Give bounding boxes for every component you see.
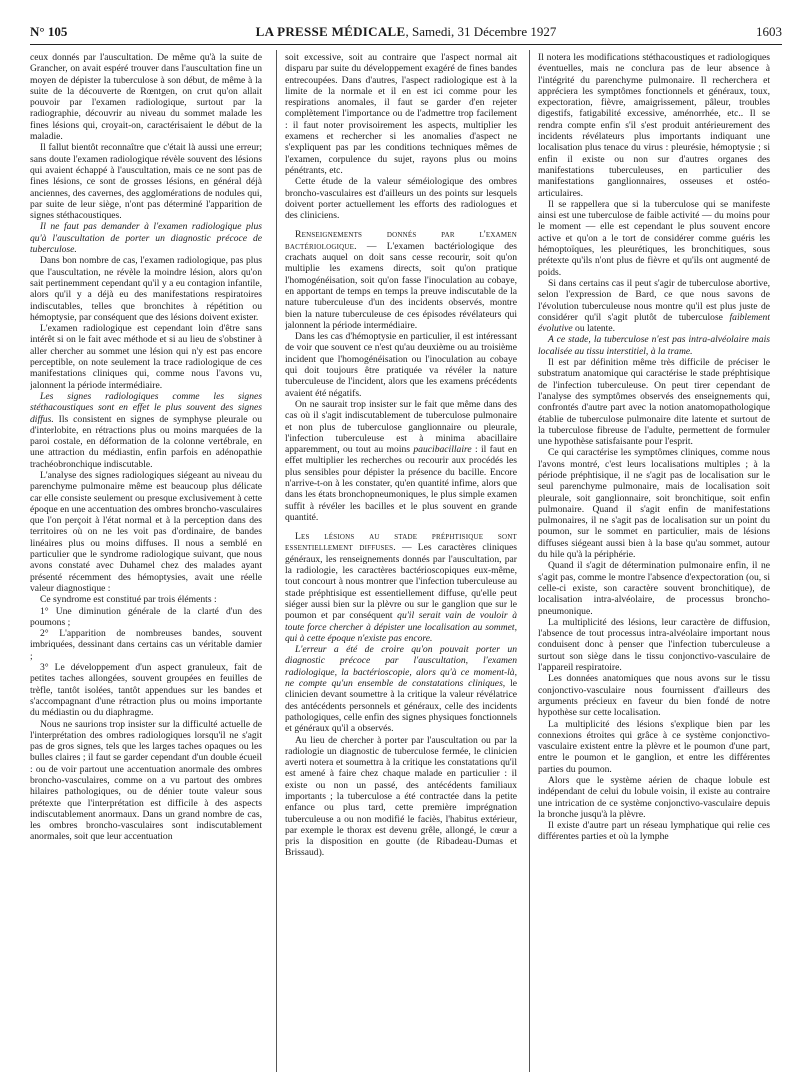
issue-number: N° 105 [30, 24, 68, 39]
page-number: 1603 [756, 24, 782, 39]
text-run: : il faut en effet multiplier les recherches ou recourir aux procédés les plus sensibles pour dépister la présence du bacille. Encore n'arrive-t-on à les constater, qu'en quantité infime, alors que dans les états bronchopneumoniques, le plus simple examen suffit à révéler les bacilles et le plus souvent en grande quantité. [285, 444, 517, 523]
paragraph: Dans bon nombre de cas, l'examen radiologique, pas plus que l'auscultation, ne révèle la moindre lésion, alors qu'on sait pertinemment cependant qu'il y a eu contagion infantile, alors qu'il y a déjà eu des manifestations respiratoires indiscutables, telles que bronchites à répétition ou hémoptysie, par conséquent que des lésions doivent exister. [30, 255, 262, 323]
emphasis: paucibacillaire [413, 444, 472, 456]
issue-date: , Samedi, 31 Décembre 1927 [405, 24, 557, 39]
paragraph [538, 278, 770, 334]
text-run: On ne saurait trop insister sur le fait que même dans des cas où il s'agit indiscutablement de tuberculose pulmonaire et non plus de tuberculose ganglionnaire ou pleurale, l'infection tuberculeuse est à minima abacillaire apparemment, ou tout au moins [285, 398, 517, 456]
list-item: 3° Le développement d'un aspect granuleux, fait de petites taches allongées, souvent groupées en feuilles de trèfle, tantôt isolées, tantôt appendues sur les bandes et s'accompagnant d'une rétraction plus ou moins importante du médiastin ou du diaphragme. [30, 662, 262, 719]
paragraph: Quand il s'agit de détermination pulmonaire enfin, il ne s'agit pas, comme le montre l'absence d'expectoration (ou, si celle-ci existe, son caractère souvent bronchitique), de localisation intra-alvéolaire, de processus broncho-pneumonique. [538, 560, 770, 617]
emphasis: faiblement évolutive [538, 311, 770, 335]
paragraph: Dans les cas d'hémoptysie en particulier, il est intéressant de voir que souvent ce n'est qu'au deuxième ou au troisième incident que l'homogénéisation ou l'inoculation au cobaye qui doit toujours être pratiquée va révéler la nature tuberculeuse de l'incident, alors que les examens précédents avaient été négatifs. [285, 331, 517, 399]
paragraph: Ce qui caractérise les symptômes cliniques, comme nous l'avons montré, c'est leurs localisations multiples ; à la période préphtisique, il ne s'agit pas de localisation sur le seul parenchyme pulmonaire, mais de localisation soit pleurale, soit ganglionnaire, soit bronchitique, soit enfin pulmonaire. Quand il s'agit enfin de manifestations pulmonaires, il ne s'agit pas de localisation sur un point du poumon, sur le sommet en particulier, mais de lésions diffuses siégeant aussi bien à la base qu'au sommet, autour du hile qu'à la périphérie. [538, 447, 770, 561]
text-run: ou latente. [572, 323, 615, 335]
text-run: le clinicien devant soumettre à la critique la valeur révélatrice des antécédents personnels et généraux, celle des incidents pathologiques, celle enfin des signes physiques fonctionnels et généraux qu'il a observés. [285, 678, 517, 735]
paragraph: Alors que le système aérien de chaque lobule est indépendant de celui du lobule voisin, il existe au contraire une intrication de ce système conjonctivo-vasculaire depuis la bronche jusqu'à la plèvre. [538, 775, 770, 820]
paragraph: Il fallut bientôt reconnaître que c'était là aussi une erreur; sans doute l'examen radiologique révèle souvent des lésions qui avaient échappé à l'auscultation, mais ce ne sont pas de fines lésions, ce sont de grosses lésions, en général déjà anciennes, des cavernes, des agglomérations de nodules qui, par suite de leur siège, n'ont pas déterminé l'apparition de signes stéthacoustiques. [30, 142, 262, 222]
page-header [30, 24, 782, 46]
emphasis: qu'il serait vain de vouloir à toute force chercher à dépister une localisation au sommet, qui à cette époque n'existe pas encore. [285, 610, 517, 644]
paragraph: Nous ne saurions trop insister sur la difficulté actuelle de l'interprétation des ombres radiologiques lorsqu'il ne s'agit pas de gros signes, tels que les larges taches opaques ou les bulles claires ; il faut se garder cependant d'un double écueil : ou de voir partout une accentuation anormale des ombres broncho-vasculaires, comme on a vu partout des ombres hilaires pathologiques, ou de dénier toute valeur sous prétexte que l'interprétation est difficile à des aspects indiscutablement anormaux. Dans un grand nombre de cas, les ombres broncho-vasculaires sont indiscutablement anormales, soit que leur accentuation [30, 718, 262, 843]
section-heading: Les lésions au stade préphtisique sont essentiellement diffuses. [285, 531, 517, 554]
emphasis: L'erreur a été de croire qu'on pouvait porter un diagnostic précoce par l'auscultation, l'examen radiologique, la bactérioscopie, alors qu'à ce moment-là, ne compte qu'un ensemble de constatations cliniques, [285, 644, 517, 690]
paragraph [285, 644, 517, 734]
paragraph: Les données anatomiques que nous avons sur le tissu conjonctivo-vasculaire nous fournissent d'ailleurs des arguments précieux en faveur du bien fondé de notre hypothèse sur cette localisation. [538, 673, 770, 719]
list-item: 1° Une diminution générale de la clarté d'un des poumons ; [30, 605, 262, 628]
text-run: Si dans certains cas il peut s'agir de tuberculose abortive, selon l'expression de Bard, ce que nous savons de l'évolution tuberculeuse nous montre qu'il est plus juste de considérer qu'il s'agit plutôt de tuberculose [538, 277, 770, 323]
section-paragraph [285, 531, 517, 644]
paragraph: L'analyse des signes radiologiques siégeant au niveau du parenchyme pulmonaire même est beaucoup plus délicate car elle consiste seulement ou presque exclusivement à cette époque en une accentuation des ombres broncho-vasculaires que l'on perçoit à l'état normal et à la perception dans des territoires où on ne les voit pas d'ordinaire, de bandes linéaires plus ou moins diffuses. Il nous a semblé en particulier que le syndrome radiologique suivant, que nous avons constaté avec Duhamel chez des malades ayant présenté récemment des hémoptysies, avait une réelle valeur diagnostique : [30, 469, 262, 594]
italic-statement: Il ne faut pas demander à l'examen radiologique plus qu'à l'auscultation de porter un diagnostic précoce de tuberculose. [30, 221, 262, 256]
column-divider [529, 50, 530, 1072]
paragraph: Au lieu de chercher à porter par l'auscultation ou par la radiologie un diagnostic de tuberculose fermée, le clinicien averti notera et soumettra à la critique les constatations qu'il est amené à faire chez chaque malade en particulier : il existe ou non un passé, des antécédents familiaux importants ; la tuberculose a été contractée dans la petite enfance ou plus tard, cette première imprégnation tuberculeuse a ou non modifié le faciès, l'habitus extérieur, par exemple le thorax est devenu grêle, allongé, le cœur a pris la disposition en goutte (de Ribadeau-Dumas et Brissaud). [285, 734, 517, 859]
paragraph: Il est par définition même très difficile de préciser le substratum anatomique qui caractérise le stade préphtisique de l'infection tuberculeuse. On peut tirer cependant de l'analyse des symptômes observés des enseignements qui, confrontés d'autre part avec la notion anatomopathologique établie de tuberculose pulmonaire dite latente et surtout de la tuberculose fibreuse de l'adulte, permettent de formuler une hypothèse satisfaisante pour l'esprit. [538, 357, 770, 448]
paragraph [285, 399, 517, 523]
column-left [30, 52, 262, 1072]
column-divider [276, 50, 277, 1072]
paragraph: Il existe d'autre part un réseau lymphatique qui relie ces différentes parties et où la lymphe [538, 820, 770, 843]
paragraph: L'examen radiologique est cependant loin d'être sans intérêt si on le fait avec méthode et si au lieu de s'obstiner à aller chercher au sommet une lésion qui n'y est pas encore perceptible, on note seulement la trace radiologique de ces manifestations cliniques qui, comme nous l'avons vu, jalonnent la période intermédiaire. [30, 323, 262, 391]
text-run: Ils consistent en signes de symphyse pleurale ou d'interlobite, en rétractions plus ou moins marquées de la paroi costale, en déformation de la colonne vertébrale, en une attraction du médiastin, enfin parfois en adénopathie trachéobronchique indiscutable. [30, 413, 262, 470]
emphasis: Les signes radiologiques [40, 390, 159, 402]
section-paragraph [285, 229, 517, 331]
paragraph: Cette étude de la valeur séméiologique des ombres broncho-vasculaires est d'ailleurs un des points sur lesquels doivent porter actuellement les efforts des radiologues et des cliniciens. [285, 176, 517, 222]
paragraph: Ce syndrome est constitué par trois éléments : [40, 594, 217, 606]
paragraph: La multiplicité des lésions s'explique bien par les connexions étroites qui grâce à ce système conjonctivo-vasculaire existent entre la plèvre et le poumon d'une part, entre le poumon et le ganglion, et entre les différentes parties du poumon. [538, 718, 770, 775]
journal-title [30, 24, 782, 40]
paragraph: Il notera les modifications stéthacoustiques et radiologiques éventuelles, mais ne conclura pas de leur absence à l'intégrité du parenchyme pulmonaire. Il recherchera et appréciera les symptômes fonctionnels et généraux, toux, expectoration, fièvre, amaigrissement, pâleur, troubles digestifs, fatigabilité excessive, aménorrhée, etc.. Il se rendra compte enfin s'il s'est produit antérieurement des incidents révélateurs plus importants indiquant une localisation plus tenace du virus : pleurésie, hémoptysie ; si enfin il existe ou non sur d'autres organes des manifestations tuberculeuses, en particulier des manifestations ganglionnaires, osseuses et ostéo-articulaires. [538, 52, 770, 199]
paragraph: La multiplicité des lésions, leur caractère de diffusion, l'absence de tout processus intra-alvéolaire important nous conduisent donc à penser que l'infection tuberculeuse a surtout son siège dans le tissu conjonctivo-vasculaire de l'appareil respiratoire. [538, 616, 770, 674]
text-run: — Les caractères cliniques généraux, les renseignements donnés par l'auscultation, par la radiologie, les caractères bactérioscopiques eux-même, tout concourt à nous montrer que l'infection tuberculeuse au stade préphtisique est essentiellement diffuse, qu'elle peut siéger aussi bien sur la plèvre ou sur le ganglion que sur le poumon et par conséquent [285, 542, 517, 622]
column-middle [285, 52, 517, 1072]
italic-statement: A ce stade, la tuberculose n'est pas intra-alvéolaire mais localisée au tissu interstitiel, à la trame. [538, 334, 770, 357]
text-run: — L'examen bactériologique des crachats auquel on doit sans cesse recourir, soit qu'on multiplie les examens directs, soit qu'on pratique l'homogénéisation, soit qu'on fasse l'inoculation au cobaye, en apportant de temps en temps la preuve indiscutable de la nature tuberculeuse d'un des incidents observés, montre bien la nature tuberculeuse de ces épisodes révélateurs qui jalonnent la période intermédiaire. [285, 240, 517, 331]
journal-name: LA PRESSE MÉDICALE [255, 24, 406, 39]
emphasis: comme les signes stéthacoustiques sont en effet le plus souvent des signes diffus. [30, 390, 262, 425]
paragraph: Il se rappellera que si la tuberculose qui se manifeste ainsi est une tuberculose de faible activité — du moins pour le moment — elle est cependant le plus souvent encore active et qu'on a le tort de considérer comme guéris les hémoptoïques, les pleurétiques, les bronchitiques, sous prétexte qu'ils n'ont plus de fièvre et qu'ils ont augmenté de poids. [538, 198, 770, 278]
paragraph [30, 391, 262, 470]
section-heading: Renseignements donnés par l'examen bactériologique. [285, 229, 517, 252]
paragraph: ceux donnés par l'auscultation. De même qu'à la suite de Grancher, on avait espéré trouver dans l'auscultation fine un moyen de dépister la tuberculose à son début, de même à la suite de la découverte de Rœntgen, on crut qu'on allait pouvoir par l'examen radiologique, surtout par la radiographie, découvrir au niveau du sommet malade les fines lésions qui, croyait-on, caractérisaient le début de la maladie. [30, 52, 262, 143]
header-rule [30, 44, 782, 45]
list-item: 2° L'apparition de nombreuses bandes, souvent imbriquées, dessinant dans certains cas un véritable damier ; [30, 628, 262, 662]
column-right [538, 52, 770, 1072]
paragraph: soit excessive, soit au contraire que l'aspect normal ait disparu par suite du développement exagéré de fines bandes entrecoupées. Dans d'autres, l'aspect radiologique est à la limite de la normale et il en est ici comme pour les respirations anomales, il faut se garder d'en rejeter complètement l'importance ou de l'admettre trop facilement : il faut noter provisoirement les aspects, multiplier les examens et rechercher si les anomalies d'aspect ne s'expliquent pas par les conditions techniques mêmes de l'examen, corpulence du sujet, rayons plus ou moins pénétrants, etc. [285, 52, 517, 176]
